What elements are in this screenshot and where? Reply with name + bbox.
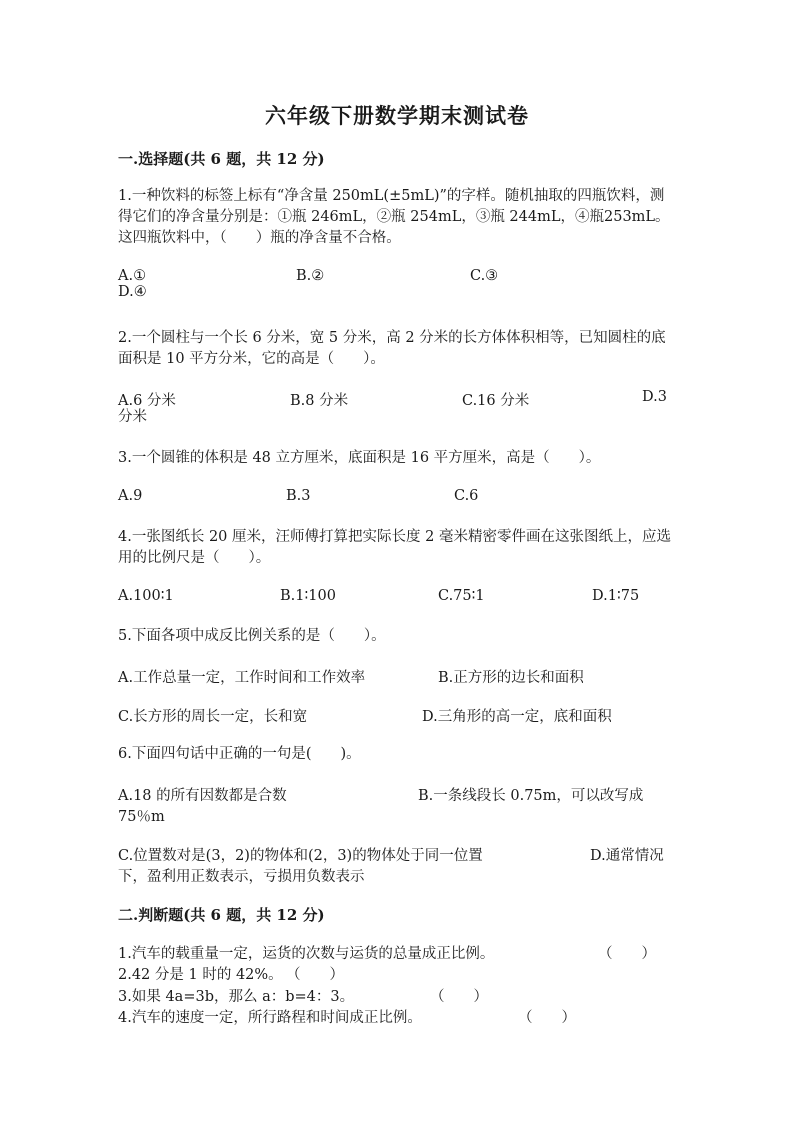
option-d: D.三角形的高一定，底和面积 bbox=[422, 709, 612, 725]
option-b: B.一条线段长 0.75m，可以改写成 75％m bbox=[118, 788, 644, 825]
option-c: C.长方形的周长一定，长和宽 bbox=[118, 709, 308, 725]
answer-blank-2: （ ） bbox=[286, 967, 344, 983]
option-b: B.8 分米 bbox=[290, 393, 349, 409]
answer-blank-1: （ ） bbox=[598, 946, 656, 962]
judgement-4: 4.汽车的速度一定，所行路程和时间成正比例。 bbox=[118, 1010, 422, 1026]
question-6: 6.下面四句话中正确的一句是( )。 bbox=[118, 746, 361, 762]
option-d: D.1∶75 bbox=[592, 588, 640, 604]
question-4-options bbox=[118, 588, 678, 630]
question-3: 3.一个圆锥的体积是 48 立方厘米，底面积是 16 平方厘米，高是（ ）。 bbox=[118, 450, 601, 466]
question-6-options-row2 bbox=[118, 844, 678, 886]
option-b: B.② bbox=[296, 268, 325, 284]
option-c: C.③ bbox=[470, 268, 499, 284]
option-a: A.① bbox=[118, 268, 147, 284]
judgement-1: 1.汽车的载重量一定，运货的次数与运货的总量成正比例。 bbox=[118, 946, 495, 962]
option-d: D.3 分米 bbox=[118, 389, 667, 425]
option-c: C.6 bbox=[454, 488, 479, 504]
answer-blank-4: （ ） bbox=[518, 1010, 576, 1026]
option-c-d bbox=[118, 844, 678, 886]
option-b: B.1∶100 bbox=[280, 588, 336, 604]
question-3-options bbox=[118, 488, 678, 530]
question-5-options-row2 bbox=[118, 705, 678, 726]
option-c: C.75∶1 bbox=[438, 588, 485, 604]
judgement-2: 2.42 分是 1 时的 42%。 bbox=[118, 967, 283, 983]
option-b: B.3 bbox=[286, 488, 311, 504]
option-d: D.④ bbox=[118, 284, 147, 300]
option-c: C.16 分米 bbox=[462, 393, 530, 409]
question-5: 5.下面各项中成反比例关系的是（ ）。 bbox=[118, 628, 386, 644]
option-a: A.18 的所有因数都是合数 bbox=[118, 788, 287, 804]
option-d: D.通常情况下，盈利用正数表示，亏损用负数表示 bbox=[118, 848, 664, 885]
section-heading-judgement: 二.判断题(共 6 题，共 12 分) bbox=[118, 906, 325, 924]
section-heading-choice: 一.选择题(共 6 题，共 12 分) bbox=[118, 150, 325, 168]
question-2: 2.一个圆柱与一个长 6 分米，宽 5 分米，高 2 分米的长方体体积相等，已知圆柱的底面积是 10 平方分米，它的高是（ ）。 bbox=[118, 330, 666, 367]
question-4: 4.一张图纸长 20 厘米，汪师傅打算把实际长度 2 毫米精密零件画在这张图纸上，应选用的比例尺是（ ）。 bbox=[118, 529, 671, 566]
page-title: 六年级下册数学期末测试卷 bbox=[265, 103, 529, 128]
question-5-options-row1 bbox=[118, 666, 678, 687]
option-a-b bbox=[118, 784, 678, 826]
answer-blank-3: （ ） bbox=[430, 989, 488, 1005]
option-a: A.工作总量一定，工作时间和工作效率 bbox=[118, 670, 366, 686]
question-6-options-row1 bbox=[118, 784, 678, 826]
option-c: C.位置数对是(3，2)的物体和(2，3)的物体处于同一位置 bbox=[118, 848, 483, 864]
judgement-3: 3.如果 4a=3b，那么 a：b=4：3。 bbox=[118, 989, 355, 1005]
option-a: A.6 分米 bbox=[118, 393, 176, 409]
question-2-options bbox=[118, 389, 678, 431]
question-1: 1.一种饮料的标签上标有“净含量 250mL(±5mL)”的字样。随机抽取的四瓶饮料，测得它们的净含量分别是：①瓶 246mL，②瓶 254mL，③瓶 244mL，④瓶253mL。这四瓶饮料中，（ ）瓶的净含量不合格。 bbox=[118, 188, 670, 246]
option-a: A.9 bbox=[118, 488, 143, 504]
option-a: A.100∶1 bbox=[118, 588, 174, 604]
option-b: B.正方形的边长和面积 bbox=[438, 670, 584, 686]
question-1-options bbox=[118, 268, 678, 310]
